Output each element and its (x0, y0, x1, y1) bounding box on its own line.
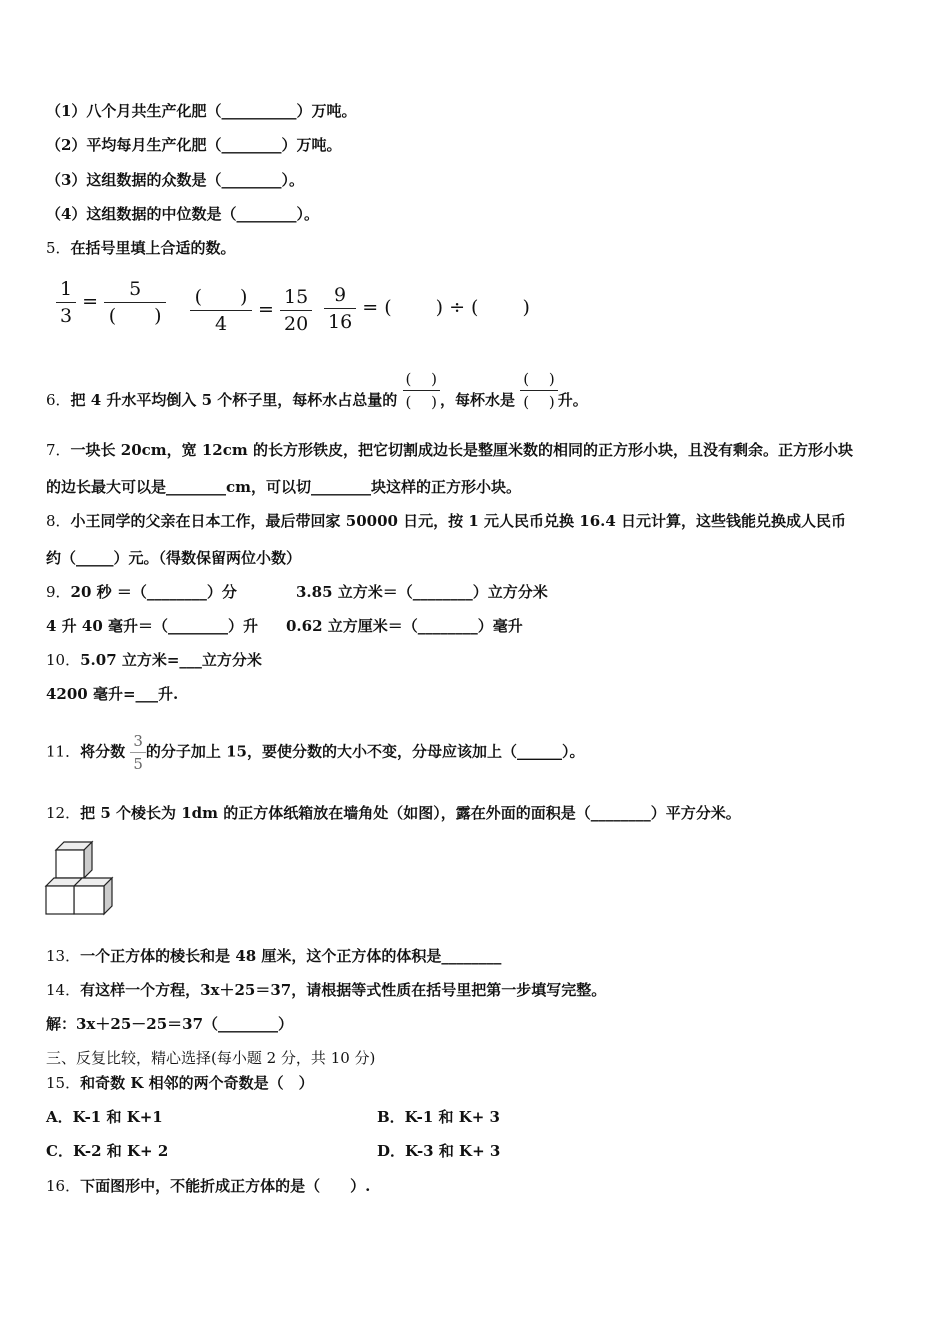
question-8-line-2: 约（_____）元。（得数保留两位小数） (46, 549, 302, 567)
q4-sub2: （2）平均每月生产化肥（________）万吨。 (46, 136, 342, 154)
question-number: 14． (46, 981, 81, 999)
question-10-b: 4200 毫升=___升. (46, 685, 179, 703)
fraction: 5 ( ) (104, 276, 166, 329)
question-7-line-2: 的边长最大可以是________cm，可以切________块这样的正方形小块。 (46, 478, 522, 496)
question-7-line-1: 7．一块长 20cm，宽 12cm 的长方形铁皮，把它切割成边长是整厘米数的相同的正方形小块，且没有剩余。正方形小块 (46, 441, 853, 459)
fraction: ( ) 4 (190, 284, 252, 337)
question-number: 15． (46, 1074, 81, 1092)
question-10-a: 10．5.07 立方米=___立方分米 (46, 651, 262, 669)
question-number: 13． (46, 947, 81, 965)
question-13: 13．一个正方体的棱长和是 48 厘米，这个正方体的体积是________ (46, 947, 502, 965)
question-12: 12．把 5 个棱长为 1dm 的正方体纸箱放在墙角处（如图），露在外面的面积是（________）平方分米。 (46, 804, 741, 822)
question-14-solution: 解：3x＋25－25＝37（________） (46, 1015, 294, 1033)
question-6: 6．把 4 升水平均倒入 5 个杯子里，每杯水占总量的 $\frac{( )}{( )}$ ，每杯水是 $\frac{( )}{( )}$ 升。 (46, 370, 588, 411)
question-number: 8． (46, 512, 71, 530)
option-b[interactable]: B．K-1 和 K+ 3 (377, 1108, 500, 1126)
section-3-heading: 三、反复比较，精心选择(每小题 2 分，共 10 分) (46, 1049, 376, 1067)
question-9-row-1: 9．20 秒 ＝（________）分 (46, 583, 237, 601)
question-number: 12． (46, 804, 81, 822)
question-9-item-b: 3.85 立方米＝（________）立方分米 (296, 583, 548, 601)
question-number: 7． (46, 441, 71, 459)
q5-equation-2: ( ) 4 = $\frac{15}{20}$ (190, 284, 312, 337)
option-a[interactable]: A．K-1 和 K+1 (46, 1108, 163, 1126)
question-16: 16．下面图形中，不能折成正方体的是（ ）. (46, 1177, 371, 1195)
question-9-item-c: 4 升 40 毫升＝（________）升 (46, 617, 258, 635)
fraction-blank: $\frac{( )}{( )}$ (403, 368, 440, 413)
q5-equation-1: $\frac{1}{3}$ = 5 ( ) (56, 276, 166, 329)
question-number: 10． (46, 651, 81, 669)
question-number: 5． (46, 239, 71, 257)
question-14: 14．有这样一个方程，3x＋25＝37，请根据等式性质在括号里把第一步填写完整。 (46, 981, 607, 999)
question-8-line-1: 8．小王同学的父亲在日本工作，最后带回家 50000 日元，按 1 元人民币兑换 16.4 日元计算，这些钱能兑换成人民币 (46, 512, 847, 530)
question-11: 11．将分数 $\frac{3}{5}$ 的分子加上 15，要使分数的大小不变，分母应该加上（______）。 (46, 732, 585, 773)
fraction: $\frac{15}{20}$ (280, 284, 312, 337)
q5-equation-3: $\frac{9}{16}$ = ( ) ÷ ( ) (324, 282, 530, 335)
question-number: 16． (46, 1177, 81, 1195)
option-d[interactable]: D．K-3 和 K+ 3 (377, 1142, 501, 1160)
fraction-blank: $\frac{( )}{( )}$ (520, 368, 557, 413)
stacked-cubes-figure (44, 840, 124, 920)
question-number: 9． (46, 583, 71, 601)
question-number: 11． (46, 742, 81, 761)
question-9-item-d: 0.62 立方厘米＝（________）毫升 (286, 617, 523, 635)
fraction: $\frac{1}{3}$ (56, 276, 76, 329)
option-c[interactable]: C．K-2 和 K+ 2 (46, 1142, 169, 1160)
q4-sub3: （3）这组数据的众数是（________）。 (46, 171, 304, 189)
question-15: 15．和奇数 K 相邻的两个奇数是（ ） (46, 1074, 314, 1092)
question-text: 在括号里填上合适的数。 (70, 239, 236, 257)
question-number: 6． (46, 391, 71, 409)
fraction: $\frac{9}{16}$ (324, 282, 356, 335)
q4-sub1: （1）八个月共生产化肥（__________）万吨。 (46, 102, 357, 120)
question-5 (46, 238, 236, 258)
q4-sub4: （4）这组数据的中位数是（________）。 (46, 205, 319, 223)
fraction: $\frac{3}{5}$ (130, 730, 146, 775)
